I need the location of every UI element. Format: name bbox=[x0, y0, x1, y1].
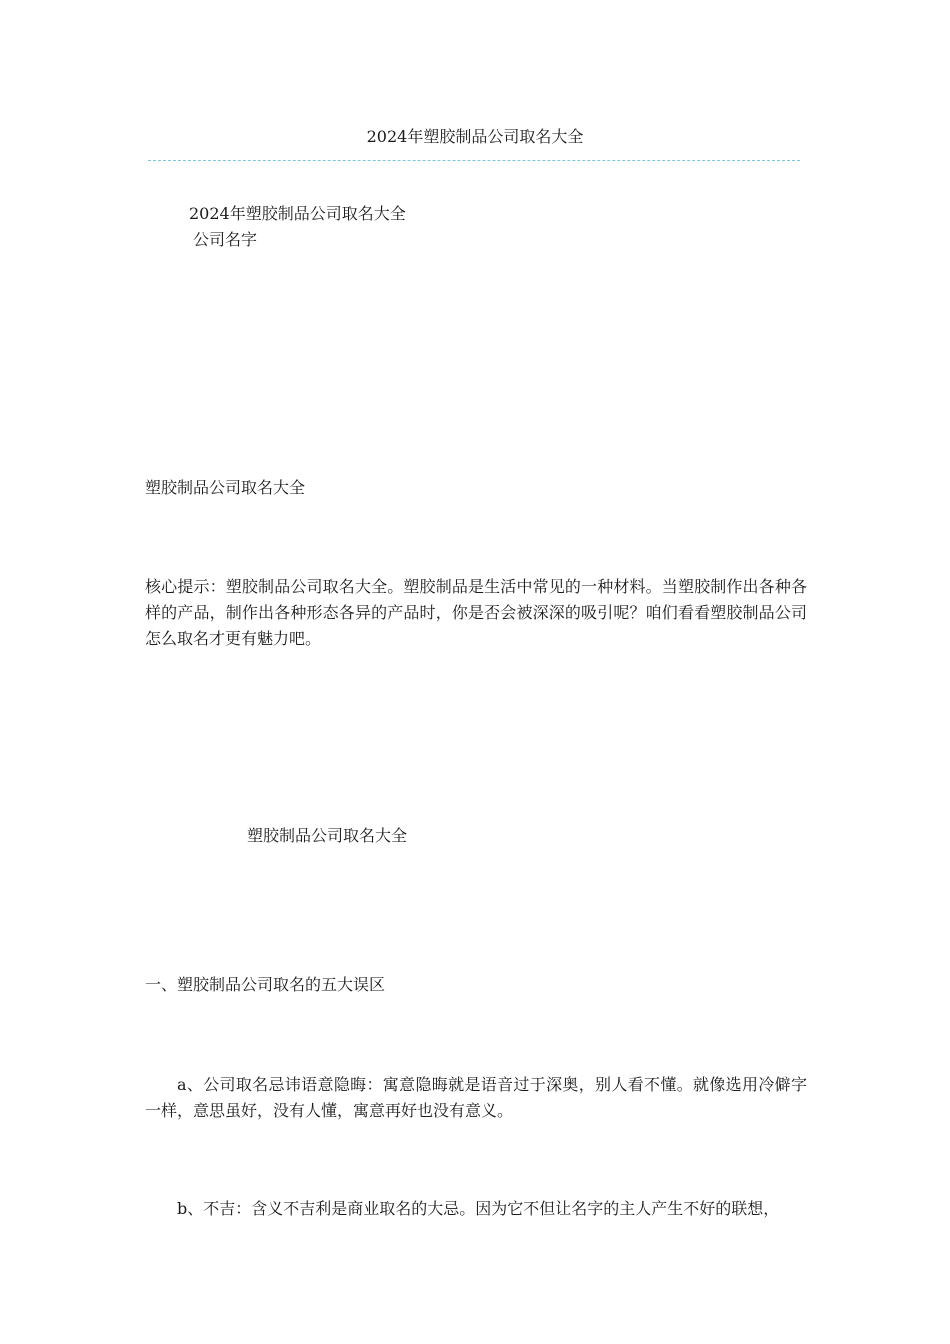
paragraph-item-a: a、公司取名忌讳语意隐晦：寓意隐晦就是语音过于深奥，别人看不懂。就像选用冷僻字一样，意思虽好，没有人懂，寓意再好也没有意义。 bbox=[145, 1075, 807, 1120]
paragraph-item-b: b、不吉：含义不吉利是商业取名的大忌。因为它不但让名字的主人产生不好的联想， bbox=[177, 1199, 780, 1218]
header-dashed-divider bbox=[148, 160, 800, 161]
section-title: 塑胶制品公司取名大全 bbox=[145, 478, 306, 497]
cover-title: 2024年塑胶制品公司取名大全 bbox=[189, 204, 406, 223]
header-title: 2024年塑胶制品公司取名大全 bbox=[366, 127, 584, 146]
heading-one: 一、塑胶制品公司取名的五大误区 bbox=[145, 975, 386, 994]
image-caption: 塑胶制品公司取名大全 bbox=[247, 826, 408, 845]
cover-subtitle: 公司名字 bbox=[193, 230, 258, 249]
summary-paragraph: 核心提示：塑胶制品公司取名大全。塑胶制品是生活中常见的一种材料。当塑胶制作出各种各样的产品，制作出各种形态各异的产品时，你是否会被深深的吸引呢？咱们看看塑胶制品公司怎么取名才更有魅力吧。 bbox=[145, 577, 807, 648]
